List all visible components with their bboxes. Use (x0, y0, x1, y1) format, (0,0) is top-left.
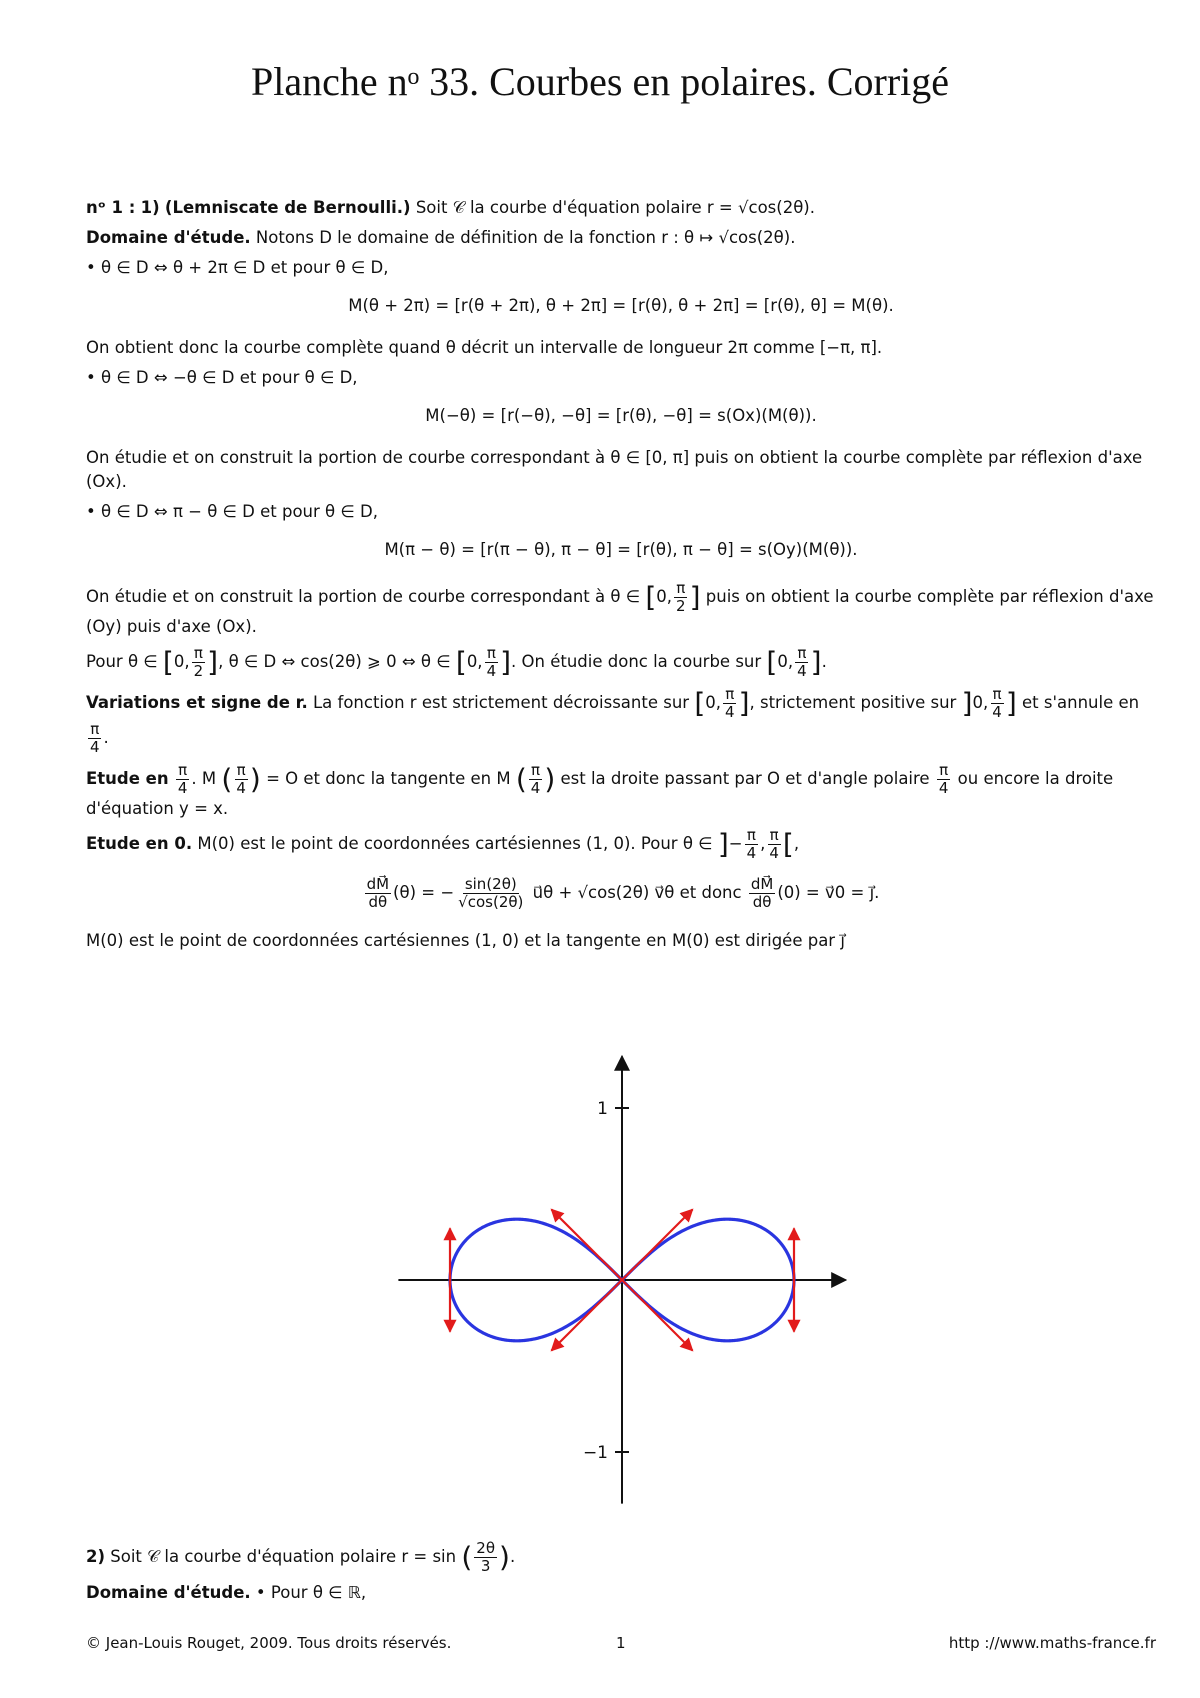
etude-pi4-section: Etude en $\frac{\pi}{4}$ . M ( $\frac{\pi}{4}$ ) = O et donc la tangente en M ( $\frac{\pi}{4}$ ) est la droite passant par O et d'angle polaire $\frac{\pi}{4}$ ou encore la droite d'équation y = x. (86, 761, 1114, 818)
tangent-arrow-diag-sw (551, 1280, 622, 1351)
equation-symmetry: M(π − θ) = [r(π − θ), π − θ] = [r(θ), π − θ] = s(Oy)(M(θ)). (384, 540, 858, 559)
frac-den: 2 (676, 597, 686, 615)
paren: ) (544, 762, 556, 796)
copyright: © Jean-Louis Rouget, 2009. Tous droits réservés. (86, 1634, 452, 1652)
paren: ( (515, 762, 527, 796)
frac-den: 2 (193, 662, 204, 680)
text-part: u⃗θ + √cos(2θ) v⃗θ et donc (532, 883, 742, 902)
text-reflection-ox: On étudie et on construit la portion de courbe correspondant à θ ∈ [0, π] puis on obtient la courbe complète par réflexion d'axe (Ox). (86, 448, 1143, 491)
text-part: (θ) = − (393, 883, 455, 902)
variations-section: Variations et signe de r. La fonction r est strictement décroissante sur [0, $\frac{\pi}{4}$ ], strictement positive sur ]0, $\frac{\pi}{4}$ ] et s'annule en $\frac{\pi}{4}$ . (86, 685, 1140, 756)
ex1-number: nᵒ 1 : (86, 198, 136, 217)
frac-den: 4 (992, 703, 1002, 721)
frac-num: π (725, 685, 735, 703)
y-tick-label: 1 (597, 1099, 608, 1119)
frac-den: dθ (368, 893, 388, 911)
domain-text: Notons D le domaine de définition de la fonction r : θ ↦ √cos(2θ). (255, 228, 796, 247)
frac-num: π (531, 761, 541, 779)
text-part: est la droite passant par O et d'angle polaire (560, 769, 930, 788)
etude-zero-section: Etude en 0. M(0) est le point de coordonnées cartésiennes (1, 0). Pour θ ∈ ]− $\frac{\pi}{4}$ , $\frac{\pi}{4}$ [, (86, 826, 800, 862)
bracket: [ (645, 580, 657, 614)
frac-num: sin(2θ) (464, 875, 517, 893)
equation-parity: M(−θ) = [r(−θ), −θ] = [r(θ), −θ] = s(Ox)(M(θ)). (425, 406, 817, 425)
site-link[interactable]: http ://www.maths-france.fr (948, 1634, 1156, 1652)
fraction (474, 1540, 497, 1575)
interval-start: 0, (972, 693, 989, 712)
frac-den: 4 (177, 779, 188, 797)
paren: ( (221, 762, 233, 796)
page-title: Planche nᵒ 33. Courbes en polaires. Corrigé (250, 59, 950, 104)
bracket: ] (207, 645, 219, 679)
interval-start: 0, (173, 652, 190, 671)
text-part: Pour θ ∈ (86, 652, 158, 671)
tangent-arrow-diag-se (622, 1280, 693, 1351)
minus: − (728, 834, 743, 853)
ex1-part: 1) (140, 198, 160, 217)
text-part: La fonction r est strictement décroissante sur (312, 693, 690, 712)
ex2-header: 2) Soit 𝒞 la courbe d'équation polaire r = sin ( $\frac{2\theta}{3}$ ). (86, 1539, 516, 1575)
y-tick-label: −1 (582, 1443, 608, 1463)
frac-num: π (992, 685, 1002, 703)
text-part: M(0) est le point de coordonnées cartésiennes (1, 0). Pour θ ∈ (197, 834, 713, 853)
bullet-symmetry: • θ ∈ D ⇔ π − θ ∈ D et pour θ ∈ D, (86, 502, 378, 521)
paren: ) (499, 1540, 510, 1574)
ex1-statement: Soit 𝒞 la courbe d'équation polaire r = √cos(2θ). (415, 198, 815, 217)
frac-num: π (746, 826, 756, 844)
ex1-name: (Lemniscate de Bernoulli.) (164, 198, 411, 217)
ex2-part: 2) (86, 1547, 106, 1566)
frac-den: 4 (769, 844, 779, 862)
text-tangent-j: M(0) est le point de coordonnées cartésiennes (1, 0) et la tangente en M(0) est dirigée par j⃗ (86, 931, 845, 950)
frac-den: 4 (486, 662, 497, 680)
page-number: 1 (616, 1634, 626, 1652)
text-part: M (201, 769, 217, 788)
equation-periodicity: M(θ + 2π) = [r(θ + 2π), θ + 2π] = [r(θ), θ + 2π] = [r(θ), θ] = M(θ). (348, 296, 894, 315)
paren: ( (461, 1540, 473, 1574)
bracket: ] (738, 686, 750, 720)
frac-den: 4 (797, 662, 807, 680)
frac-num: dM⃗ (366, 875, 390, 893)
frac-den: 4 (725, 703, 735, 721)
paren: ) (249, 762, 261, 796)
text-part: puis on obtient la courbe complète par réflexion d'axe (Oy) puis d'axe (Ox). (86, 587, 1154, 636)
frac-num: 2θ (476, 1539, 496, 1557)
interval-start: 0, (777, 652, 794, 671)
tangent-arrow-diag-ne (622, 1209, 693, 1280)
frac-num: π (90, 720, 100, 738)
bracket: ] (717, 827, 729, 861)
domain-label: Domaine d'étude. (86, 228, 251, 247)
text-part: , θ ∈ D ⇔ cos(2θ) ⩾ 0 ⇔ θ ∈ (218, 652, 451, 671)
bracket: [ (694, 686, 706, 720)
ex2-body (86, 1540, 1156, 1611)
frac-num: π (939, 761, 949, 779)
frac-num: π (193, 644, 203, 662)
text-part: On étudie et on construit la portion de courbe correspondant à θ ∈ (86, 587, 641, 606)
text-part: (0) = v⃗0 = j⃗. (777, 883, 880, 902)
frac-num: π (676, 579, 686, 597)
bracket: ] (689, 580, 701, 614)
bracket: [ (782, 827, 794, 861)
bracket: [ (455, 645, 467, 679)
ex2-statement: Soit 𝒞 la courbe d'équation polaire r = sin (110, 1547, 457, 1566)
frac-den: 4 (746, 844, 757, 862)
frac-den: 4 (236, 779, 246, 797)
variations-label: Variations et signe de r. (86, 693, 308, 712)
frac-den: dθ (752, 893, 772, 911)
bullet-periodicity: • θ ∈ D ⇔ θ + 2π ∈ D et pour θ ∈ D, (86, 258, 389, 277)
text-part: et s'annule en (1022, 693, 1140, 712)
frac-den: √cos(2θ) (458, 893, 524, 911)
frac-den: 4 (90, 738, 100, 756)
bullet-parity: • θ ∈ D ⇔ −θ ∈ D et pour θ ∈ D, (86, 368, 358, 387)
frac-den: 3 (480, 1557, 491, 1575)
frac-num: π (797, 644, 807, 662)
text-domain-restriction: Pour θ ∈ [0, $\frac{\pi}{2}$ ], θ ∈ D ⇔ cos(2θ) ⩾ 0 ⇔ θ ∈ [0, $\frac{\pi}{4}$ ]. On étudie donc la courbe sur [0, $\frac{\pi}{4}$ ]. (86, 644, 827, 680)
bracket: ] (961, 686, 973, 720)
frac-den: 4 (938, 779, 949, 797)
bracket: ] (810, 645, 822, 679)
domain-text: • Pour θ ∈ ℝ, (255, 1583, 367, 1602)
bracket: [ (766, 645, 778, 679)
ex2-domain (86, 1581, 1156, 1605)
bracket: [ (162, 645, 174, 679)
bracket: ] (500, 645, 512, 679)
interval-start: 0, (656, 587, 673, 606)
etude-label: Etude en (86, 769, 169, 788)
bracket: ] (1005, 686, 1017, 720)
frac-num: π (486, 644, 496, 662)
tangent-arrow-diag-nw (551, 1209, 622, 1280)
text-part: , strictement positive sur (749, 693, 957, 712)
text-full-curve: On obtient donc la courbe complète quand θ décrit un intervalle de longueur 2π comme [−π, π]. (86, 338, 883, 357)
frac-num: dM⃗ (750, 875, 774, 893)
etude-zero-label: Etude en 0. (86, 834, 193, 853)
frac-num: π (236, 761, 246, 779)
text-part: . On étudie donc la courbe sur (511, 652, 762, 671)
text-part: ou encore la droite d'équation y = x. (86, 769, 1114, 818)
frac-num: π (769, 826, 779, 844)
domain-label: Domaine d'étude. (86, 1583, 251, 1602)
frac-num: π (178, 761, 188, 779)
interval-start: 0, (466, 652, 483, 671)
interval-start: 0, (705, 693, 722, 712)
frac-den: 4 (530, 779, 541, 797)
text-part: = O et donc la tangente en M (266, 769, 511, 788)
